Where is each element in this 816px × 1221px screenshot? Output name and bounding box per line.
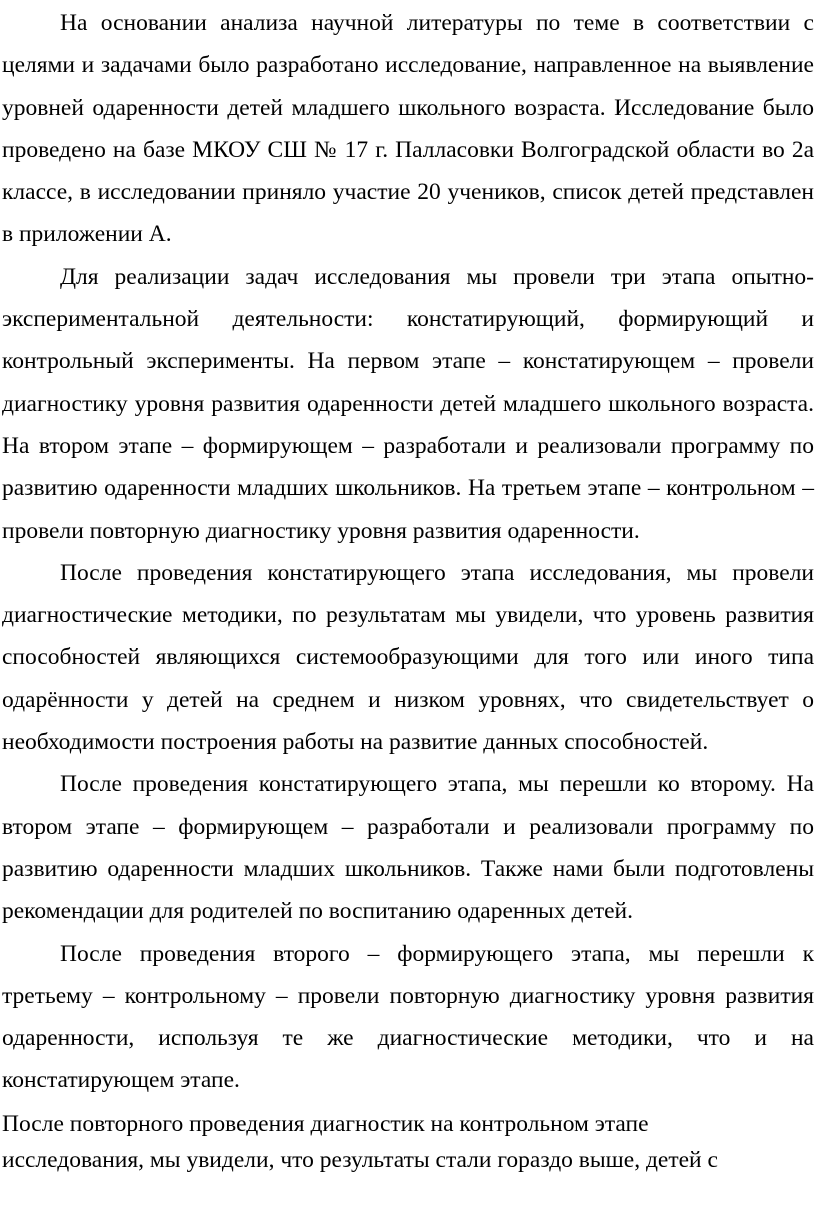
paragraph-5: После проведения второго – формирующего этапа, мы перешли к третьему – контрольному – провели повторную диагностику уровня развития одаренности, используя те же диагностические методики, что и на констатирующем этапе.	[2, 940, 814, 1094]
paragraph-6	[2, 1106, 814, 1178]
paragraph-2: Для реализации задач исследования мы провели три этапа опытно-экспериментальной деятельности: констатирующий, формирующий и контрольный эксперименты. На первом этапе – констатирующем – провели диагностику уровня развития одаренности детей младшего школьного возраста. На втором этапе – формирующем – разработали и реализовали программу по развитию одаренности младших школьников. На третьем этапе – контрольном – провели повторную диагностику уровня развития одаренности.	[2, 263, 814, 544]
paragraph-3: После проведения констатирующего этапа исследования, мы провели диагностические методики, по результатам мы увидели, что уровень развития способностей являющихся системообразующими для того или иного типа одарённости у детей на среднем и низком уровнях, что свидетельствует о необходимости построения работы на развитие данных способностей.	[2, 559, 814, 756]
paragraph-6-line-1: После повторного проведения диагностик на контрольном этапе	[2, 1110, 649, 1137]
paragraph-1: На основании анализа научной литературы по теме в соответствии с целями и задачами было разработано исследование, направленное на выявление уровней одаренности детей младшего школьного возраста. Исследование было проведено на базе МКОУ СШ № 17 г. Палласовки Волгоградской области во 2а классе, в исследовании приняло участие 20 учеников, список детей представлен в приложении А.	[2, 10, 814, 248]
paragraph-6-line-2: исследования, мы увидели, что результаты стали гораздо выше, детей с	[2, 1146, 718, 1173]
paragraph-4: После проведения констатирующего этапа, мы перешли ко второму. На втором этапе – формирующем – разработали и реализовали программу по развитию одаренности младших школьников. Также нами были подготовлены рекомендации для родителей по воспитанию одаренных детей.	[2, 771, 814, 925]
